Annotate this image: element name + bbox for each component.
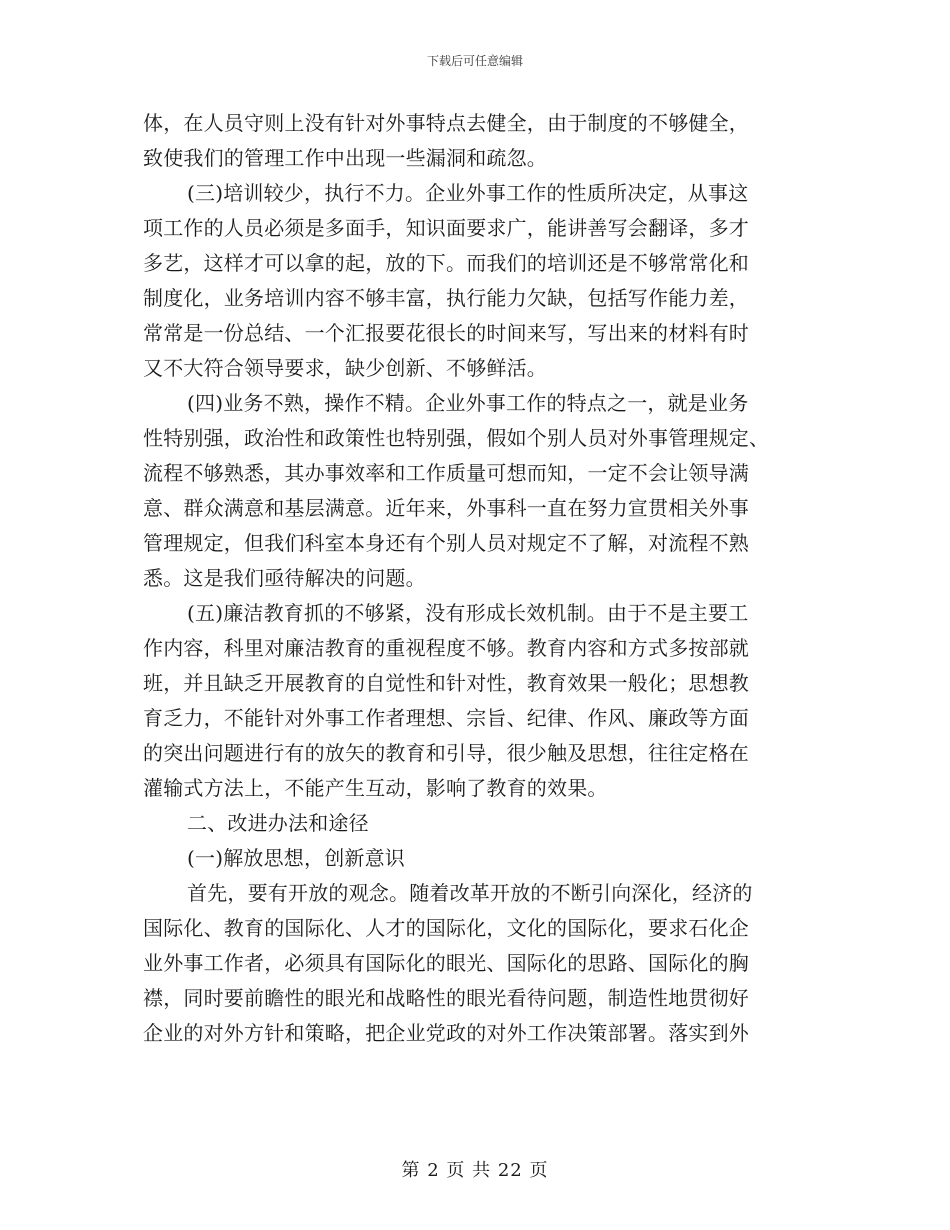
- text-line: (三)培训较少，执行不力。企业外事工作的性质所决定，从事这: [187, 181, 749, 205]
- text-line: 首先，要有开放的观念。随着改革开放的不断引向深化，经济的: [187, 881, 753, 905]
- text-line: 悉。这是我们亟待解决的问题。: [143, 566, 426, 590]
- document-body: [143, 106, 808, 1051]
- text-line: 班，并且缺乏开展教育的自觉性和针对性，教育效果一般化；思想教: [143, 671, 749, 695]
- text-line: 作内容，科里对廉洁教育的重视程度不够。教育内容和方式多按部就: [143, 636, 749, 660]
- text-line: 流程不够熟悉，其办事效率和工作质量可想而知，一定不会让领导满: [143, 461, 749, 485]
- text-line: 体，在人员守则上没有针对外事特点去健全，由于制度的不够健全，: [143, 111, 749, 135]
- text-line: 多艺，这样才可以拿的起，放的下。而我们的培训还是不够常常化和: [143, 251, 749, 275]
- text-line: 二、改进办法和途径: [187, 811, 369, 835]
- text-line: (五)廉洁教育抓的不够紧，没有形成长效机制。由于不是主要工: [187, 601, 749, 625]
- text-line: 襟，同时要前瞻性的眼光和战略性的眼光看待问题，制造性地贯彻好: [143, 986, 749, 1010]
- page-header: 下载后可任意编辑: [426, 54, 523, 68]
- text-line: 的突出问题进行有的放矢的教育和引导，很少触及思想，往往定格在: [143, 741, 749, 765]
- text-line: 常常是一份总结、一个汇报要花很长的时间来写，写出来的材料有时: [143, 321, 749, 345]
- page-footer: 第 2 页 共 22 页: [401, 1160, 549, 1181]
- text-line: 制度化，业务培训内容不够丰富，执行能力欠缺，包括写作能力差，: [143, 286, 749, 310]
- text-line: 又不大符合领导要求，缺少创新、不够鲜活。: [143, 356, 547, 380]
- text-line: 国际化、教育的国际化、人才的国际化，文化的国际化，要求石化企: [143, 916, 749, 940]
- text-line: (四)业务不熟，操作不精。企业外事工作的特点之一，就是业务: [187, 391, 749, 415]
- text-line: 管理规定，但我们科室本身还有个别人员对规定不了解，对流程不熟: [143, 531, 749, 555]
- text-line: 灌输式方法上，不能产生互动，影响了教育的效果。: [143, 776, 608, 800]
- text-line: (一)解放思想，创新意识: [187, 846, 406, 870]
- text-line: 企业的对外方针和策略，把企业党政的对外工作决策部署。落实到外: [143, 1021, 749, 1045]
- text-line: 业外事工作者，必须具有国际化的眼光、国际化的思路、国际化的胸: [143, 951, 749, 975]
- text-line: 意、群众满意和基层满意。近年来，外事科一直在努力宣贯相关外事: [143, 496, 749, 520]
- text-line: 项工作的人员必须是多面手，知识面要求广，能讲善写会翻译，多才: [143, 216, 749, 240]
- text-line: 育乏力，不能针对外事工作者理想、宗旨、纪律、作风、廉政等方面: [143, 706, 749, 730]
- text-line: 性特别强，政治性和政策性也特别强，假如个别人员对外事管理规定、: [143, 426, 770, 450]
- text-line: 致使我们的管理工作中出现一些漏洞和疏忽。: [143, 146, 547, 170]
